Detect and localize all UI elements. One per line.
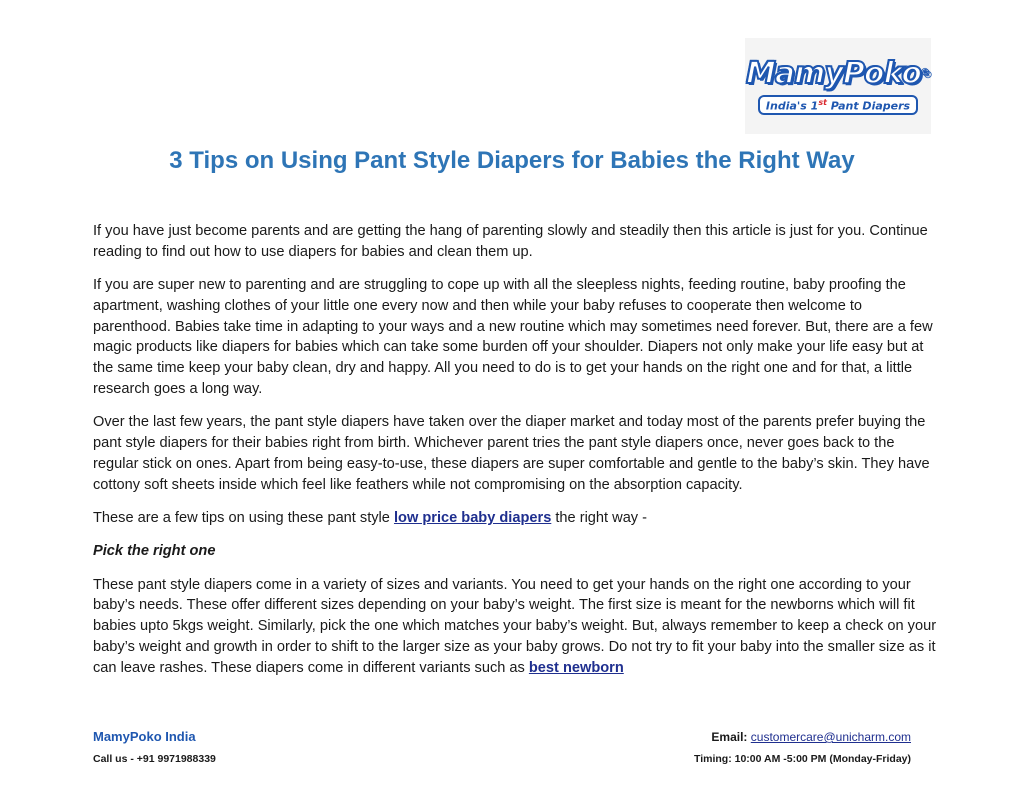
tips-intro-paragraph: These are a few tips on using these pant style low price baby diapers the right way -: [93, 510, 648, 527]
pant-style-paragraph: Over the last few years, the pant style diapers have taken over the diaper market and today most of the parents prefer buying the pant style diapers for their babies right from birth. Whichever parent tries the pant style diapers once, never goes back to the regular stick on ones. Apart from being easy-to-use, these diapers are super comfortable and gentle to the baby’s skin. They have cottony soft sheets inside which feel like feathers while not compromising on the absorption capacity.: [93, 414, 930, 493]
intro-paragraph: If you have just become parents and are getting the hang of parenting slowly and steadily then this article is just for you. Continue reading to find out how to use diapers for babies and clean them up.: [93, 223, 928, 260]
footer-support: [694, 729, 911, 766]
email-link[interactable]: customercare@unicharm.com: [750, 730, 911, 744]
brand-logo: [745, 38, 931, 134]
pick-right-paragraph: These pant style diapers come in a variety of sizes and variants. You need to get your hands on the right one according to your baby’s needs. These offer different sizes depending on your baby’s weight. The first size is meant for the newborns which will fit babies upto 5kgs weight. Similarly, pick the one which matches your baby’s weight. But, always remember to keep a check on your baby’s weight and growth in order to shift to the larger size as your baby grows. Do not try to fit your baby into the smaller size as it can leave rashes. These diapers come in different variants such as best newborn: [93, 576, 937, 676]
logo-wordmark: MamyPoko®: [745, 55, 930, 91]
footer-timing: Timing: 10:00 AM -5:00 PM (Monday-Friday): [693, 753, 911, 765]
low-price-diapers-link[interactable]: low price baby diapers: [393, 510, 552, 527]
parenting-paragraph: If you are super new to parenting and are struggling to cope up with all the sleepless nights, feeding routine, baby proofing the apartment, washing clothes of your little one every now and then while your baby refuses to cooperate then welcome to parenthood. Babies take time in adapting to your ways and a new routine which may sometimes need forever. But, there are a few magic products like diapers for babies which can take some burden off your shoulder. Diapers not only make your life easy but at the same time keep your baby clean, dry and happy. All you need to do is to get your hands on the right one and for that, a little research goes a long way.: [93, 277, 933, 398]
footer-contact: [93, 729, 216, 766]
footer-phone: Call us - +91 9971988339: [93, 753, 216, 765]
best-newborn-link[interactable]: best newborn: [528, 659, 624, 676]
tip-heading: Pick the right one: [93, 543, 216, 560]
article-body: [93, 221, 938, 691]
footer-company: MamyPoko India: [93, 729, 196, 744]
page-title: 3 Tips on Using Pant Style Diapers for Babies the Right Way: [169, 147, 855, 174]
logo-tagline: India's 1st Pant Diapers: [758, 95, 918, 116]
footer-email-line: Email: customercare@unicharm.com: [711, 730, 911, 744]
